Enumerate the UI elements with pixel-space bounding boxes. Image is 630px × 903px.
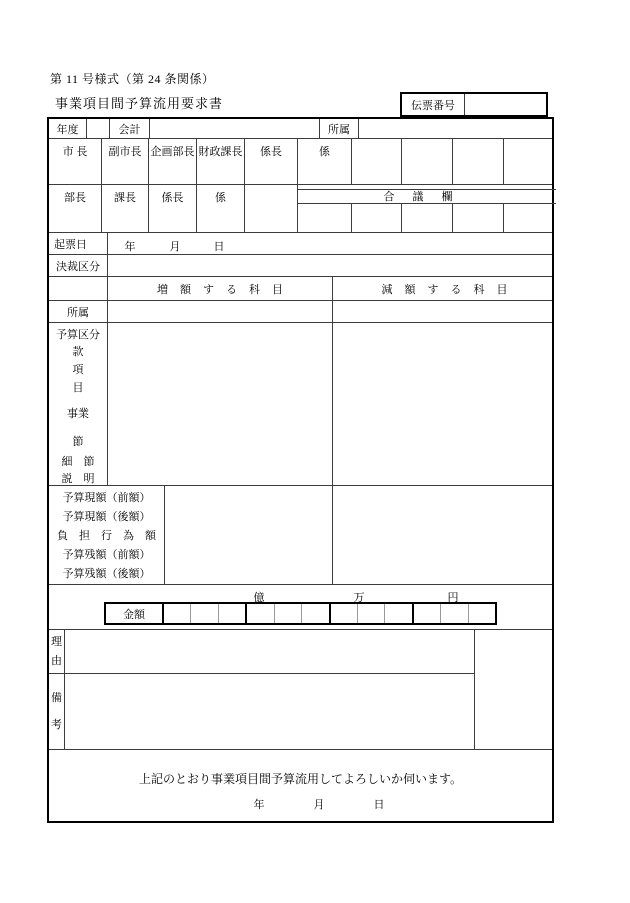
council-stamp-cell	[504, 204, 556, 232]
decision-class-value-cell	[108, 255, 552, 276]
council-stamp-cell	[352, 204, 402, 232]
amount-digit-cell	[358, 604, 385, 623]
remarks-label: 備考	[51, 692, 62, 731]
council-cells	[298, 204, 552, 232]
amount-digit-cell	[302, 604, 330, 623]
subject-header-blank-cell	[49, 277, 108, 300]
stamp-cell-blank	[453, 139, 504, 184]
slip-number-label: 伝票番号	[402, 94, 465, 115]
affiliation-label: 所属	[49, 301, 108, 322]
draft-date-year-unit: 年	[124, 241, 136, 253]
reason-label: 理由	[51, 635, 62, 667]
stamp-cell-staff: 係	[298, 139, 352, 184]
row-decision-class	[49, 255, 552, 277]
row-budget-amounts	[49, 486, 552, 585]
budget-amount-label: 負 担 行 為 額	[57, 530, 156, 542]
form-number-note: 第 11 号様式（第 24 条関係）	[50, 72, 215, 86]
stamp-cell-clerk: 係	[197, 185, 245, 232]
draft-date-month-unit: 月	[169, 241, 181, 253]
draft-date-label: 起票日	[49, 233, 108, 254]
stamp-cell-unit-chief: 係長	[149, 185, 197, 232]
department-label: 所属	[320, 119, 359, 138]
decrease-subject-header	[333, 277, 556, 300]
council-stamp-cell	[453, 204, 504, 232]
footer-month-unit: 月	[313, 799, 325, 811]
affiliation-increase-cell	[108, 301, 333, 322]
unit-en: 円	[447, 592, 459, 604]
reason-content-cell	[65, 630, 474, 673]
approval-row-1	[49, 139, 552, 185]
side-blank-column	[474, 630, 552, 749]
budget-amount-label: 予算現額（後額）	[62, 511, 151, 523]
budget-class-label: 款	[72, 346, 84, 358]
footer-section	[49, 750, 552, 825]
amount-digit-cell	[247, 604, 274, 623]
row-fiscal-year	[49, 119, 552, 139]
budget-class-label: 目	[72, 382, 84, 394]
amount-digit-cell	[275, 604, 302, 623]
remarks-label-cell	[49, 674, 65, 750]
approval-row-2	[49, 185, 552, 233]
amount-digit-cell	[414, 604, 441, 623]
budget-class-label: 予算区分	[56, 329, 100, 341]
amount-digit-grid	[104, 602, 497, 625]
increase-subject-header	[108, 277, 333, 300]
council-stamp-cell	[298, 204, 352, 232]
increase-subject-label: 増額する科目	[157, 283, 295, 296]
budget-amount-decrease-cell	[333, 486, 556, 584]
amount-digit-cell	[469, 604, 495, 623]
fiscal-year-label: 年度	[49, 119, 87, 138]
budget-amount-label: 予算残額（前額）	[62, 549, 151, 561]
affiliation-decrease-cell	[333, 301, 556, 322]
budget-amount-increase-cell	[165, 486, 333, 584]
budget-amount-label-column	[49, 486, 165, 584]
stamp-cell-blank	[245, 185, 298, 232]
budget-amount-label: 予算残額（後額）	[62, 568, 151, 580]
budget-class-decrease-cell	[333, 323, 556, 485]
stamp-cell-mayor: 市 長	[49, 139, 102, 184]
council-header	[298, 189, 556, 204]
account-label: 会計	[110, 119, 150, 138]
page-title: 事業項目間予算流用要求書	[55, 96, 224, 111]
budget-class-increase-cell	[108, 323, 333, 485]
slip-number-box	[400, 92, 548, 117]
stamp-cell-deputy-mayor: 副市長	[102, 139, 149, 184]
budget-class-label: 事業	[67, 408, 89, 420]
reason-label-cell	[49, 630, 65, 673]
budget-class-label: 項	[72, 364, 84, 376]
decision-class-label: 決裁区分	[49, 255, 108, 276]
budget-class-label: 説 明	[61, 473, 95, 485]
amount-digit-cell	[191, 604, 218, 623]
row-draft-date	[49, 233, 552, 255]
stamp-cell-blank	[504, 139, 556, 184]
budget-amount-label: 予算現額（前額）	[62, 492, 151, 504]
unit-oku: 億	[253, 592, 265, 604]
amount-digit-cell	[331, 604, 358, 623]
footer-day-unit: 日	[373, 799, 385, 811]
stamp-cell-blank	[352, 139, 402, 184]
slip-number-value-cell	[465, 94, 546, 115]
remarks-row	[49, 674, 474, 750]
row-budget-classification	[49, 323, 552, 486]
row-affiliation	[49, 301, 552, 323]
stamp-cell-planning-director: 企画部長	[149, 139, 197, 184]
draft-date-day-unit: 日	[213, 241, 225, 253]
stamp-cell-division-director: 部長	[49, 185, 102, 232]
footer-year-unit: 年	[253, 799, 265, 811]
request-text: 上記のとおり事業項目間予算流用してよろしいか伺います。	[138, 772, 463, 786]
stamp-cell-finance-chief: 財政課長	[197, 139, 245, 184]
amount-digit-cell	[164, 604, 191, 623]
row-reason-remarks	[49, 630, 552, 750]
amount-digit-cell	[219, 604, 247, 623]
stamp-cell-section-manager: 課長	[102, 185, 149, 232]
amount-label: 金額	[106, 604, 164, 623]
account-value-cell	[150, 119, 320, 138]
row-money	[49, 585, 552, 630]
remarks-content-cell	[65, 674, 474, 750]
row-subject-headers	[49, 277, 552, 301]
stamp-cell-blank	[402, 139, 453, 184]
amount-digit-cell	[441, 604, 468, 623]
budget-class-label: 細 節	[61, 456, 95, 468]
budget-class-label: 節	[72, 436, 84, 448]
council-stamp-cell	[402, 204, 453, 232]
department-value-cell	[359, 119, 556, 138]
unit-man: 万	[353, 592, 365, 604]
amount-digit-cell	[385, 604, 413, 623]
council-label: 合議欄	[383, 191, 471, 203]
decrease-subject-label: 減額する科目	[381, 283, 520, 296]
form-table	[47, 117, 554, 823]
reason-row	[49, 630, 474, 674]
fiscal-year-value-cell	[87, 119, 110, 138]
stamp-cell-section-chief: 係長	[245, 139, 298, 184]
budget-class-label-column	[49, 323, 108, 485]
